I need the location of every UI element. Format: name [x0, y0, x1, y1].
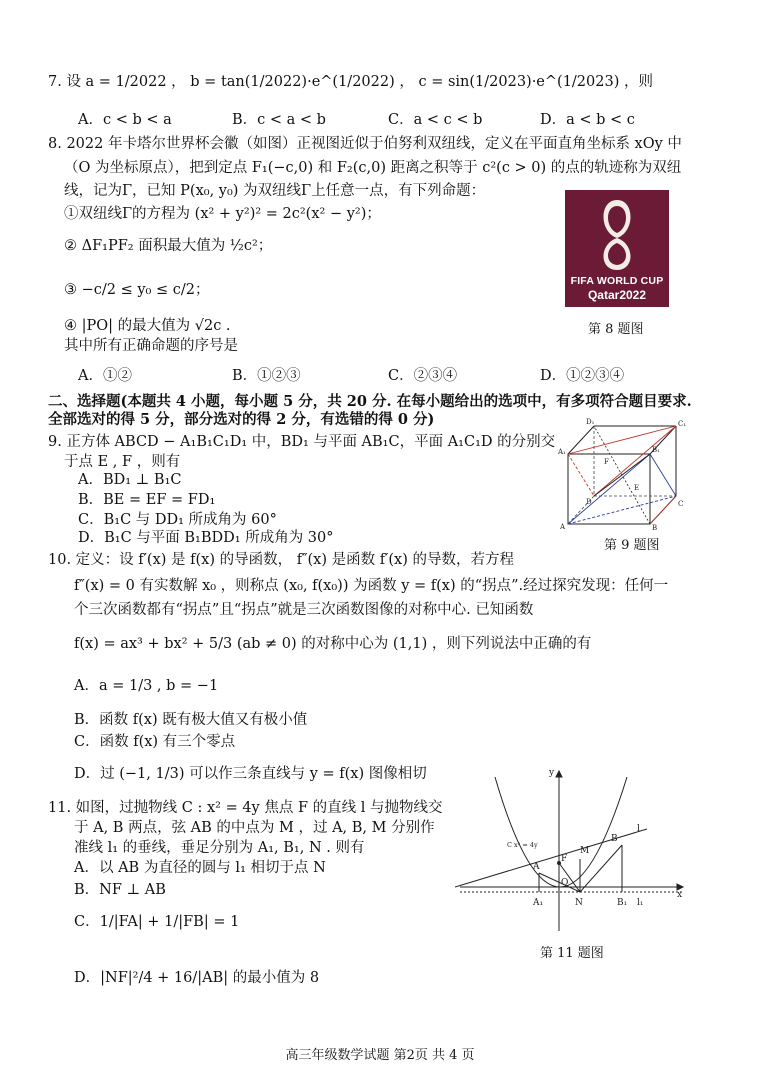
q8-proposition-1: ①双纽线Γ的方程为 (x² + y²)² = 2c²(x² − y²)；: [64, 206, 381, 222]
q8-line-2: （O 为坐标原点），把到定点 F₁(−c,0) 和 F₂(c,0) 距离之积等于 c²(c > 0) 的点的轨迹称为双纽: [64, 160, 682, 176]
q11-option-c: C．1/|FA| + 1/|FB| = 1: [74, 914, 240, 930]
q9-label-d1: D₁: [586, 418, 595, 426]
q11-option-a: A．以 AB 为直径的圆与 l₁ 相切于点 N: [74, 860, 326, 876]
q11-label-b1: B₁: [617, 898, 628, 908]
q11-line-1: 11. 如图，过抛物线 C : x² = 4y 焦点 F 的直线 l 与抛物线交: [48, 800, 443, 816]
q11-label-f: F: [561, 854, 568, 864]
q9-option-b: B．BE = EF = FD₁: [78, 492, 216, 508]
q11-label-a1: A₁: [533, 898, 544, 908]
q10-option-c: C．函数 f(x) 有三个零点: [74, 734, 236, 750]
q11-label-curve: C x² = 4y: [507, 841, 538, 849]
q9-line-1: 9. 正方体 ABCD − A₁B₁C₁D₁ 中，BD₁ 与平面 AB₁C，平面 A₁C₁D 的分别交: [48, 434, 556, 450]
q9-option-c: C．B₁C 与 DD₁ 所成角为 60°: [78, 512, 277, 528]
q9-label-f: F: [604, 458, 609, 466]
q11-option-b: B．NF ⊥ AB: [74, 882, 166, 898]
q8-proposition-3: ③ −c/2 ≤ y₀ ≤ c/2；: [64, 282, 210, 298]
page-footer: 高三年级数学试题 第2页 共 4 页: [285, 1048, 475, 1063]
q8-figure-caption: 第 8 题图: [588, 322, 644, 337]
q10-line-2: f″(x) = 0 有实数解 x₀ ，则称点 (x₀, f(x₀)) 为函数 y = f(x) 的“拐点”.经过探究发现：任何一: [74, 578, 669, 594]
q9-option-a: A．BD₁ ⊥ B₁C: [78, 472, 182, 488]
q8-line-1: 8. 2022 年卡塔尔世界杯会徽（如图）正视图近似于伯努利双纽线，定义在平面直角坐标系 xOy 中: [48, 136, 682, 152]
q8-option-a: A．①②: [78, 368, 132, 384]
q9-label-e: E: [634, 484, 640, 492]
q11-label-o: O: [561, 878, 569, 888]
logo-text-qatar: Qatar2022: [587, 288, 647, 302]
q11-label-y: y: [549, 768, 555, 778]
q7-option-c: C．a < c < b: [388, 112, 483, 128]
q11-label-x: x: [677, 890, 683, 900]
q7-option-a: A．c < b < a: [78, 112, 172, 128]
q10-option-b: B．函数 f(x) 既有极大值又有极小值: [74, 712, 308, 728]
q10-option-a: A．a = 1/3 , b = −1: [74, 678, 219, 694]
section-2-header-line-1: 二、选择题(本题共 4 小题，每小题 5 分，共 20 分. 在每小题给出的选项中，有多项符合题目要求.: [48, 393, 692, 410]
q9-label-b: B: [652, 524, 658, 530]
section-2-header-line-2: 全部选对的得 5 分，部分选对的得 2 分，有选错的得 0 分): [48, 411, 435, 428]
q10-line-4: f(x) = ax³ + bx² + 5/3 (ab ≠ 0) 的对称中心为 (1,1) ，则下列说法中正确的有: [74, 636, 592, 652]
q9-figure-caption: 第 9 题图: [604, 538, 660, 553]
logo-text-fifa: FIFA WORLD CUP: [570, 275, 664, 287]
q11-label-l: l: [637, 824, 640, 834]
q8-proposition-4: ④ |PO| 的最大值为 √2c .: [64, 318, 231, 334]
q8-option-c: C．②③④: [388, 368, 458, 384]
q11-label-m: M: [580, 846, 590, 856]
q9-label-c1: C₁: [678, 420, 686, 428]
q8-ask: 其中所有正确命题的序号是: [64, 338, 238, 354]
q9-label-a1: A₁: [558, 448, 566, 456]
q9-cube-figure: [556, 418, 686, 530]
q10-option-d: D．过 (−1, 1/3) 可以作三条直线与 y = f(x) 图像相切: [74, 766, 427, 782]
q11-line-2: 于 A, B 两点，弦 AB 的中点为 M ，过 A, B, M 分别作: [74, 820, 435, 836]
q11-label-b: B: [611, 834, 618, 844]
q8-option-d: D．①②③④: [540, 368, 625, 384]
q9-option-d: D．B₁C 与平面 B₁BDD₁ 所成角为 30°: [78, 530, 334, 546]
q11-option-d: D．|NF|²/4 + 16/|AB| 的最小值为 8: [74, 970, 320, 986]
q8-proposition-2: ② ΔF₁PF₂ 面积最大值为 ½c²；: [64, 238, 273, 254]
q11-label-n: N: [575, 898, 583, 908]
fifa-world-cup-logo: [565, 190, 669, 307]
q9-label-b1: B₁: [652, 446, 660, 454]
q8-line-3: 线，记为Γ，已知 P(x₀, y₀) 为双纽线Γ上任意一点，有下列命题：: [64, 183, 486, 199]
q9-line-2: 于点 E , F ，则有: [64, 454, 181, 470]
q11-line-3: 准线 l₁ 的垂线，垂足分别为 A₁, B₁, N . 则有: [74, 840, 365, 856]
q9-label-a: A: [560, 523, 566, 530]
q11-figure-caption: 第 11 题图: [540, 946, 604, 961]
q10-line-3: 个三次函数都有“拐点”且“拐点”就是三次函数图像的对称中心. 已知函数: [74, 602, 534, 618]
q7-option-b: B．c < a < b: [232, 112, 326, 128]
q9-label-d: D: [586, 498, 592, 506]
q7-option-d: D．a < b < c: [540, 112, 635, 128]
q9-label-c: C: [678, 500, 684, 508]
q11-label-a: A: [533, 862, 540, 872]
q11-label-l1: l₁: [637, 898, 644, 908]
q8-option-b: B．①②③: [232, 368, 301, 384]
q7-stem: 7. 设 a = 1/2022 ， b = tan(1/2022)·e^(1/2022) ， c = sin(1/2023)·e^(1/2023) ，则: [48, 74, 653, 90]
q10-line-1: 10. 定义：设 f′(x) 是 f(x) 的导函数， f″(x) 是函数 f′(x) 的导数，若方程: [48, 552, 514, 568]
q11-parabola-figure: [455, 765, 690, 935]
